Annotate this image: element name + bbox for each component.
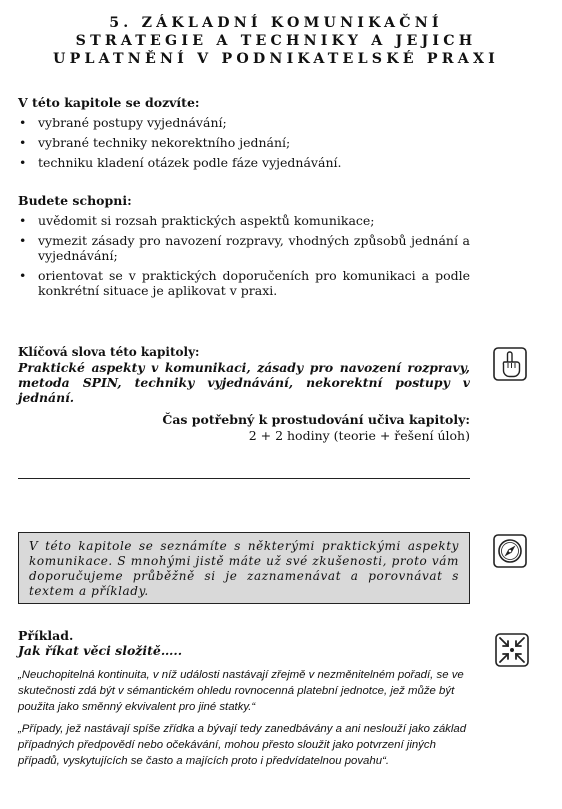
learn-heading: V této kapitole se dozvíte: (18, 95, 200, 110)
learn-item: • vybrané postupy vyjednávání; (18, 115, 470, 130)
keywords-text: Praktické aspekty v komunikaci, zásady pro navození rozpravy, metoda SPIN, techniky vyjednávání, nekorektní postupy v jednání. (18, 360, 470, 405)
example-quote-1: „Neuchopitelná kontinuita, v níž události nastávají zřejmě v nezměnitelném pořadí, se ve skutečnosti zdá být v sémantickém ohledu rovnocenná platební jednotce, jež může být použita jako směnný ekvivalent pro jiné statky.“ (18, 669, 464, 713)
arrows-inward-icon (495, 633, 529, 667)
learn-list (18, 115, 470, 170)
compass-icon (493, 534, 527, 568)
able-item: • vymezit zásady pro navození rozpravy, vhodných způsobů jednání a vyjednávání; (18, 233, 470, 263)
chapter-title (20, 14, 532, 68)
study-time-value: 2 + 2 hodiny (teorie + řešení úloh) (248, 428, 470, 443)
example-quote-2: „Případy, jež nastávají spíše zřídka a bývají tedy zanedbávány a ani neslouží jako základ případných předpovědí nebo očekávání, mohou přesto sloužit jako potvrzení jiných případů, vyskytujících se často a majících proto i předvídatelnou povahu“. (18, 723, 467, 767)
able-item: • uvědomit si rozsah praktických aspektů komunikace; (18, 213, 470, 228)
section-divider (18, 478, 470, 479)
able-heading: Budete schopni: (18, 193, 132, 208)
study-time-label: Čas potřebný k prostudování učiva kapitoly: (162, 412, 470, 427)
pointing-hand-icon (493, 347, 527, 381)
example-label: Příklad. (18, 628, 74, 643)
example-subtitle: Jak říkat věci složitě….. (18, 643, 183, 658)
chapter-title-line-1: 5. ZÁKLADNÍ KOMUNIKAČNÍ (109, 15, 443, 31)
learn-item: • vybrané techniky nekorektního jednání; (18, 135, 470, 150)
keywords-label: Klíčová slova této kapitoly: (18, 345, 200, 359)
chapter-title-line-2: STRATEGIE A TECHNIKY A JEJICH (75, 33, 477, 49)
learn-item: • techniku kladení otázek podle fáze vyjednávání. (18, 155, 470, 170)
chapter-title-line-3: UPLATNĚNÍ V PODNIKATELSKÉ PRAXI (53, 51, 499, 67)
info-box: V této kapitole se seznámíte s některými praktickými aspekty komunikace. S mnohými jistě máte už své zkušenosti, proto vám doporučujeme průběžně si je zaznamenávat a porovnávat s textem a příklady. (18, 532, 470, 604)
able-list (18, 213, 470, 298)
able-item: • orientovat se v praktických doporučeních pro komunikaci a podle konkrétní situace je aplikovat v praxi. (18, 268, 470, 298)
